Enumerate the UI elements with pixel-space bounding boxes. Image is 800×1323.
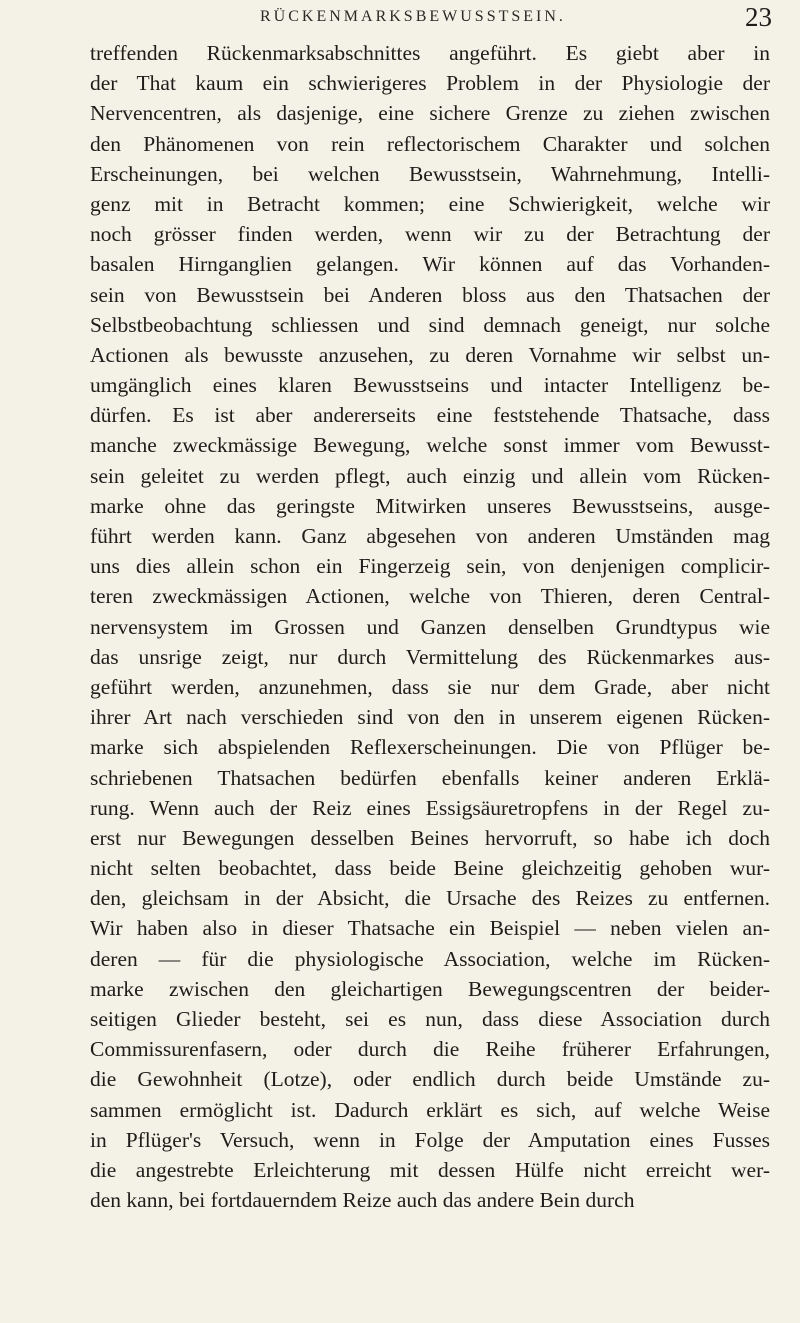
text-line: treffenden Rückenmarksabschnittes angeführt. Es giebt aber in: [90, 41, 770, 65]
text-line: in Pflüger's Versuch, wenn in Folge der Amputation eines Fusses: [90, 1127, 770, 1152]
text-line: Selbstbeobachtung schliessen und sind demnach geneigt, nur solche: [90, 312, 770, 337]
text-line: sein von Bewusstsein bei Anderen bloss aus den Thatsachen der: [90, 282, 770, 307]
text-line: seitigen Glieder besteht, sei es nun, dass diese Association durch: [90, 1007, 770, 1031]
text-line: genz mit in Betracht kommen; eine Schwierigkeit, welche wir: [90, 191, 770, 216]
text-line: erst nur Bewegungen desselben Beines hervorruft, so habe ich doch: [90, 825, 770, 850]
body-text: [90, 38, 770, 1215]
text-line: die angestrebte Erleichterung mit dessen Hülfe nicht erreicht wer-: [90, 1157, 770, 1182]
text-line: führt werden kann. Ganz abgesehen von anderen Umständen mag: [90, 524, 770, 548]
text-line: den Phänomenen von rein reflectorischem Charakter und solchen: [90, 131, 770, 156]
text-line: marke ohne das geringste Mitwirken unseres Bewusstseins, ausge-: [90, 493, 770, 518]
text-line: der That kaum ein schwierigeres Problem in der Physiologie der: [90, 71, 770, 96]
text-line: basalen Hirnganglien gelangen. Wir können auf das Vorhanden-: [90, 252, 770, 277]
text-line: Actionen als bewusste anzusehen, zu deren Vornahme wir selbst un-: [90, 342, 770, 367]
text-line: ihrer Art nach verschieden sind von den in unserem eigenen Rücken-: [90, 705, 770, 730]
text-line: noch grösser finden werden, wenn wir zu der Betrachtung der: [90, 222, 770, 247]
text-line: Nervencentren, als dasjenige, eine sichere Grenze zu ziehen zwischen: [90, 101, 770, 126]
text-line: deren — für die physiologische Association, welche im Rücken-: [90, 946, 770, 971]
page-number: 23: [745, 2, 772, 32]
running-head: RÜCKENMARKSBEWUSSTSEIN.: [260, 8, 566, 25]
text-line: marke sich abspielenden Reflexerscheinungen. Die von Pflüger be-: [90, 735, 770, 760]
text-line: nervensystem im Grossen und Ganzen denselben Grundtypus wie: [90, 614, 770, 639]
text-line: Erscheinungen, bei welchen Bewusstsein, Wahrnehmung, Intelli-: [90, 161, 770, 186]
page-header: [90, 4, 772, 34]
text-line: uns dies allein schon ein Fingerzeig sein, von denjenigen complicir-: [90, 554, 770, 579]
text-line: sein geleitet zu werden pflegt, auch einzig und allein vom Rücken-: [90, 463, 770, 488]
text-line: teren zweckmässigen Actionen, welche von Thieren, deren Central-: [90, 584, 770, 609]
text-line: den kann, bei fortdauerndem Reize auch das andere Bein durch: [90, 1188, 635, 1213]
text-line: sammen ermöglicht ist. Dadurch erklärt es sich, auf welche Weise: [90, 1097, 770, 1122]
text-line: manche zweckmässige Bewegung, welche sonst immer vom Bewusst-: [90, 433, 770, 458]
text-line: marke zwischen den gleichartigen Bewegungscentren der beider-: [90, 976, 770, 1001]
text-line: nicht selten beobachtet, dass beide Beine gleichzeitig gehoben wur-: [90, 856, 770, 881]
text-line: geführt werden, anzunehmen, dass sie nur dem Grade, aber nicht: [90, 674, 770, 699]
text-line: das unsrige zeigt, nur durch Vermittelung des Rückenmarkes aus-: [90, 644, 770, 669]
text-line: den, gleichsam in der Absicht, die Ursache des Reizes zu entfernen.: [90, 886, 770, 911]
text-line: die Gewohnheit (Lotze), oder endlich durch beide Umstände zu-: [90, 1067, 770, 1092]
text-line: umgänglich eines klaren Bewusstseins und intacter Intelligenz be-: [90, 373, 770, 398]
text-line: Wir haben also in dieser Thatsache ein Beispiel — neben vielen an-: [90, 916, 770, 941]
text-line: dürfen. Es ist aber andererseits eine feststehende Thatsache, dass: [90, 403, 770, 428]
text-line: rung. Wenn auch der Reiz eines Essigsäuretropfens in der Regel zu-: [90, 795, 770, 820]
text-line: Commissurenfasern, oder durch die Reihe früherer Erfahrungen,: [90, 1037, 770, 1062]
text-line: schriebenen Thatsachen bedürfen ebenfalls keiner anderen Erklä-: [90, 765, 770, 790]
